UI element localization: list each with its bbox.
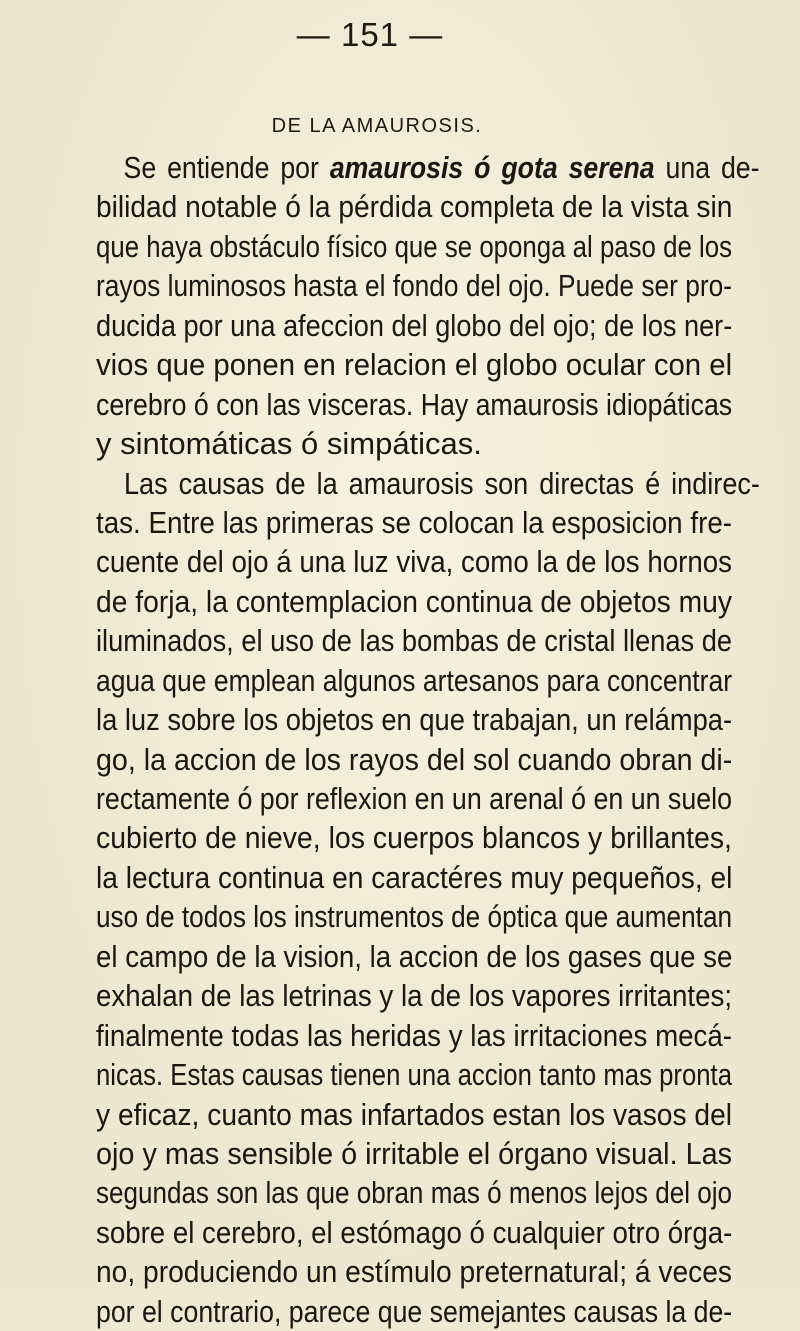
text-line: nicas. Estas causas tienen una accion tanto mas pronta — [96, 1057, 732, 1093]
text-line: rectamente ó por reflexion en un arenal ó en un suelo — [96, 781, 732, 816]
text-line: por el contrario, parece que semejantes causas la de- — [96, 1293, 733, 1329]
text-line: segundas son las que obran mas ó menos lejos del ojo — [96, 1175, 733, 1211]
text-line: que haya obstáculo físico que se oponga al paso de los — [96, 228, 733, 264]
term-amaurosis-gota-serena: amaurosis ó gota serena — [329, 150, 655, 185]
running-title: DE LA AMAUROSIS. — [271, 115, 483, 137]
text-line: exhalan de las letrinas y la de los vapores irritantes; — [96, 978, 733, 1014]
text-line: sobre el cerebro, el estómago ó cualquier otro órga- — [96, 1214, 733, 1250]
text-line: la lectura continua en caractéres muy pequeños, el — [96, 859, 733, 895]
text-line: go, la accion de los rayos del sol cuando obran di- — [96, 741, 733, 777]
text-line: y sintomáticas ó simpáticas. — [96, 426, 482, 462]
text-line: uso de todos los instrumentos de óptica que aumentan — [96, 899, 733, 935]
text-line: Las causas de la amaurosis son directas é indirec- — [123, 465, 760, 501]
text-line: finalmente todas las heridas y las irritaciones mecá- — [96, 1017, 733, 1053]
text-line: ducida por una afeccion del globo del ojo; de los ner- — [96, 307, 733, 343]
text-line: no, produciendo un estímulo preternatural; á veces — [96, 1254, 733, 1290]
text-line: de forja, la contemplacion continua de objetos muy — [96, 583, 733, 619]
text-line: bilidad notable ó la pérdida completa de la vista sin — [96, 189, 733, 225]
text-line: rayos luminosos hasta el fondo del ojo. Puede ser pro- — [96, 268, 732, 304]
first-line-tail: una de- — [654, 150, 760, 185]
text-line: cuente del ojo á una luz viva, como la de los hornos — [96, 544, 733, 580]
body-text — [96, 148, 760, 1331]
text-line-first — [96, 148, 760, 187]
text-line: cubierto de nieve, los cuerpos blancos y brillantes, — [96, 820, 732, 856]
text-line: ojo y mas sensible ó irritable el órgano visual. Las — [96, 1135, 733, 1171]
text-line: y eficaz, cuanto mas infartados estan los vasos del — [96, 1096, 733, 1132]
text-line: cerebro ó con las visceras. Hay amaurosis idiopáticas — [96, 386, 733, 422]
text-line: vios que ponen en relacion el globo ocular con el — [96, 347, 733, 383]
text-line: iluminados, el uso de las bombas de cristal llenas de — [96, 623, 733, 659]
text-line: la luz sobre los objetos en que trabajan, un relámpa- — [96, 702, 733, 738]
first-line-lead: Se entiende por — [123, 150, 330, 185]
text-line: agua que emplean algunos artesanos para concentrar — [96, 662, 733, 698]
text-line: tas. Entre las primeras se colocan la esposicion fre- — [96, 504, 733, 540]
text-line: el campo de la vision, la accion de los gases que se — [96, 938, 733, 974]
page-number: — 151 — — [296, 16, 444, 53]
